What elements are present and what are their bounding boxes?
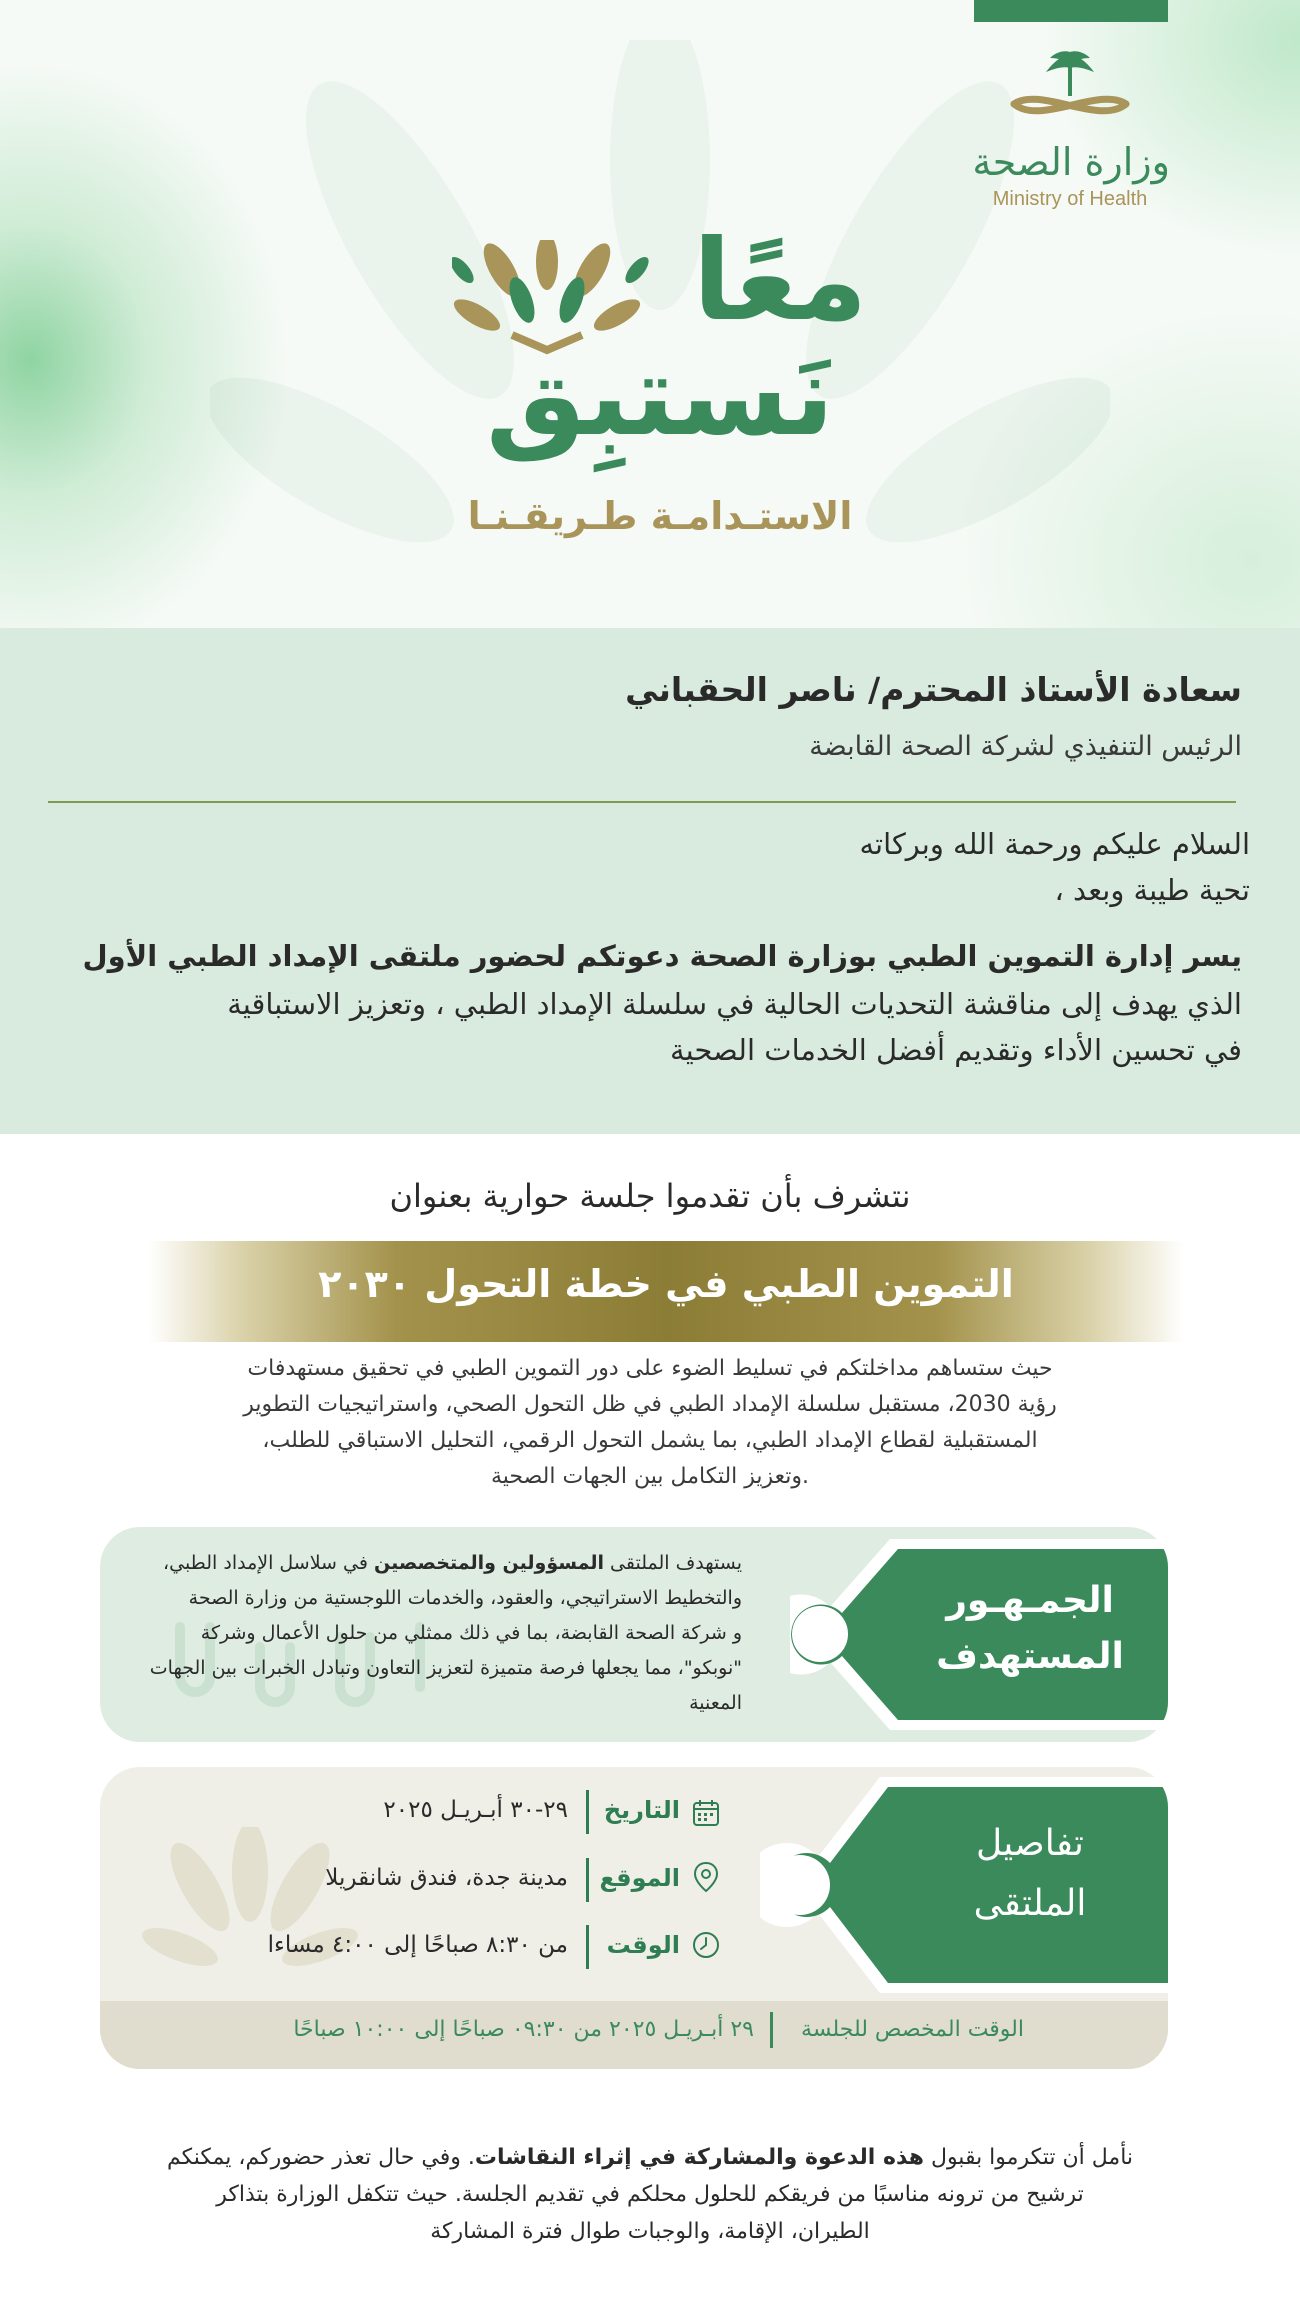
invite-line2: الذي يهدف إلى مناقشة التحديات الحالية في سلسلة الإمداد الطبي ، وتعزيز الاستباقية xyxy=(227,987,1242,1021)
audience-line3: و شركة الصحة القابضة، بما في ذلك ممثلي من حلول الأعمال وشركة xyxy=(200,1622,742,1644)
tahiya-text: تحية طيبة وبعد ، xyxy=(1054,873,1250,907)
location-separator xyxy=(586,1858,589,1902)
session-time-label: الوقت المخصص للجلسة xyxy=(801,2017,1024,2042)
session-desc-line4: .وتعزيز التكامل بين الجهات الصحية xyxy=(490,1464,810,1489)
closing-line3: الطيران، الإقامة، والوجبات طوال فترة المشاركة xyxy=(430,2219,870,2244)
session-time-separator xyxy=(770,2012,773,2048)
date-label: التاريخ xyxy=(603,1796,680,1824)
invite-line1: يسر إدارة التموين الطبي بوزارة الصحة دعوتكم لحضور ملتقى الإمداد الطبي الأول xyxy=(82,939,1242,973)
watermark-leaves-icon xyxy=(140,1827,360,1987)
recipient-title: الرئيس التنفيذي لشركة الصحة القابضة xyxy=(809,731,1242,762)
time-value: من ٨:٣٠ صباحًا إلى ٤:٠٠ مساءا xyxy=(267,1932,568,1958)
session-intro: نتشرف بأن تقدموا جلسة حوارية بعنوان xyxy=(389,1177,911,1215)
clock-icon xyxy=(690,1929,722,1961)
slogan-line3: الاستـدامـة طـريقـنـا xyxy=(467,494,853,538)
calendar-icon xyxy=(690,1797,722,1829)
session-title: التموين الطبي في خطة التحول ٢٠٣٠ xyxy=(318,1262,1014,1306)
audience-line4: "نوبكو"، مما يجعلها فرصة متميزة لتعزيز التعاون وتبادل الخبرات بين الجهات xyxy=(149,1657,742,1679)
greeting-divider xyxy=(48,801,1236,803)
moh-palm-logo-icon xyxy=(1000,46,1140,136)
location-label: الموقع xyxy=(599,1864,680,1892)
location-value: مدينة جدة، فندق شانقريلا xyxy=(325,1865,568,1891)
details-heading-line1: تفاصيل xyxy=(976,1823,1084,1864)
date-value: ٢٩-٣٠ أبـريـل ٢٠٢٥ xyxy=(383,1797,568,1823)
slogan-line2: نَستبِق xyxy=(485,331,835,461)
location-pin-icon xyxy=(690,1860,722,1894)
audience-line2: والتخطيط الاستراتيجي، والعقود، والخدمات اللوجستية من وزارة الصحة xyxy=(188,1587,742,1609)
hero-section xyxy=(0,0,1300,628)
session-desc-line2: رؤية 2030، مستقبل سلسلة الإمداد الطبي في ظل التحول الصحي، واستراتيجيات التطوير xyxy=(243,1392,1057,1417)
top-accent-bar xyxy=(974,0,1168,22)
invite-line3: في تحسين الأداء وتقديم أفضل الخدمات الصحية xyxy=(670,1033,1242,1067)
ministry-name-en: Ministry of Health xyxy=(992,188,1148,210)
time-separator xyxy=(586,1925,589,1969)
audience-line1: يستهدف الملتقى المسؤولين والمتخصصين في سلاسل الإمداد الطبي، xyxy=(162,1552,742,1574)
audience-heading-line2: المستهدف xyxy=(936,1636,1124,1677)
session-time-value: ٢٩ أبـريـل ٢٠٢٥ من ٠٩:٣٠ صباحًا إلى ١٠:٠٠ صباحًا xyxy=(293,2017,754,2042)
audience-heading-line1: الجمـهـور xyxy=(946,1580,1114,1621)
salam-text: السلام عليكم ورحمة الله وبركاته xyxy=(859,827,1250,861)
closing-line1: نأمل أن تتكرموا بقبول هذه الدعوة والمشاركة في إثراء النقاشات. وفي حال تعذر حضوركم، يمكنكم xyxy=(166,2145,1134,2170)
audience-tab-shape xyxy=(790,1527,1168,1742)
time-label: الوقت xyxy=(606,1931,680,1959)
session-desc-line3: المستقبلية لقطاع الإمداد الطبي، بما يشمل التحول الرقمي، التحليل الاستباقي للطلب، xyxy=(262,1428,1038,1453)
ministry-name-ar: وزارة الصحة xyxy=(972,140,1170,184)
slogan-line1: معًا xyxy=(692,216,868,346)
date-separator xyxy=(586,1790,589,1834)
details-heading-line2: الملتقى xyxy=(973,1883,1087,1924)
recipient-name: سعادة الأستاذ المحترم/ ناصر الحقباني xyxy=(625,670,1242,709)
session-desc-line1: حيث ستساهم مداخلتكم في تسليط الضوء على دور التموين الطبي في تحقيق مستهدفات xyxy=(247,1356,1053,1381)
audience-line5: المعنية xyxy=(689,1692,742,1714)
closing-line2: ترشيح من ترونه مناسبًا من فريقكم للحلول محلكم في تقديم الجلسة. حيث تتكفل الوزارة بتذاكر xyxy=(216,2182,1084,2207)
